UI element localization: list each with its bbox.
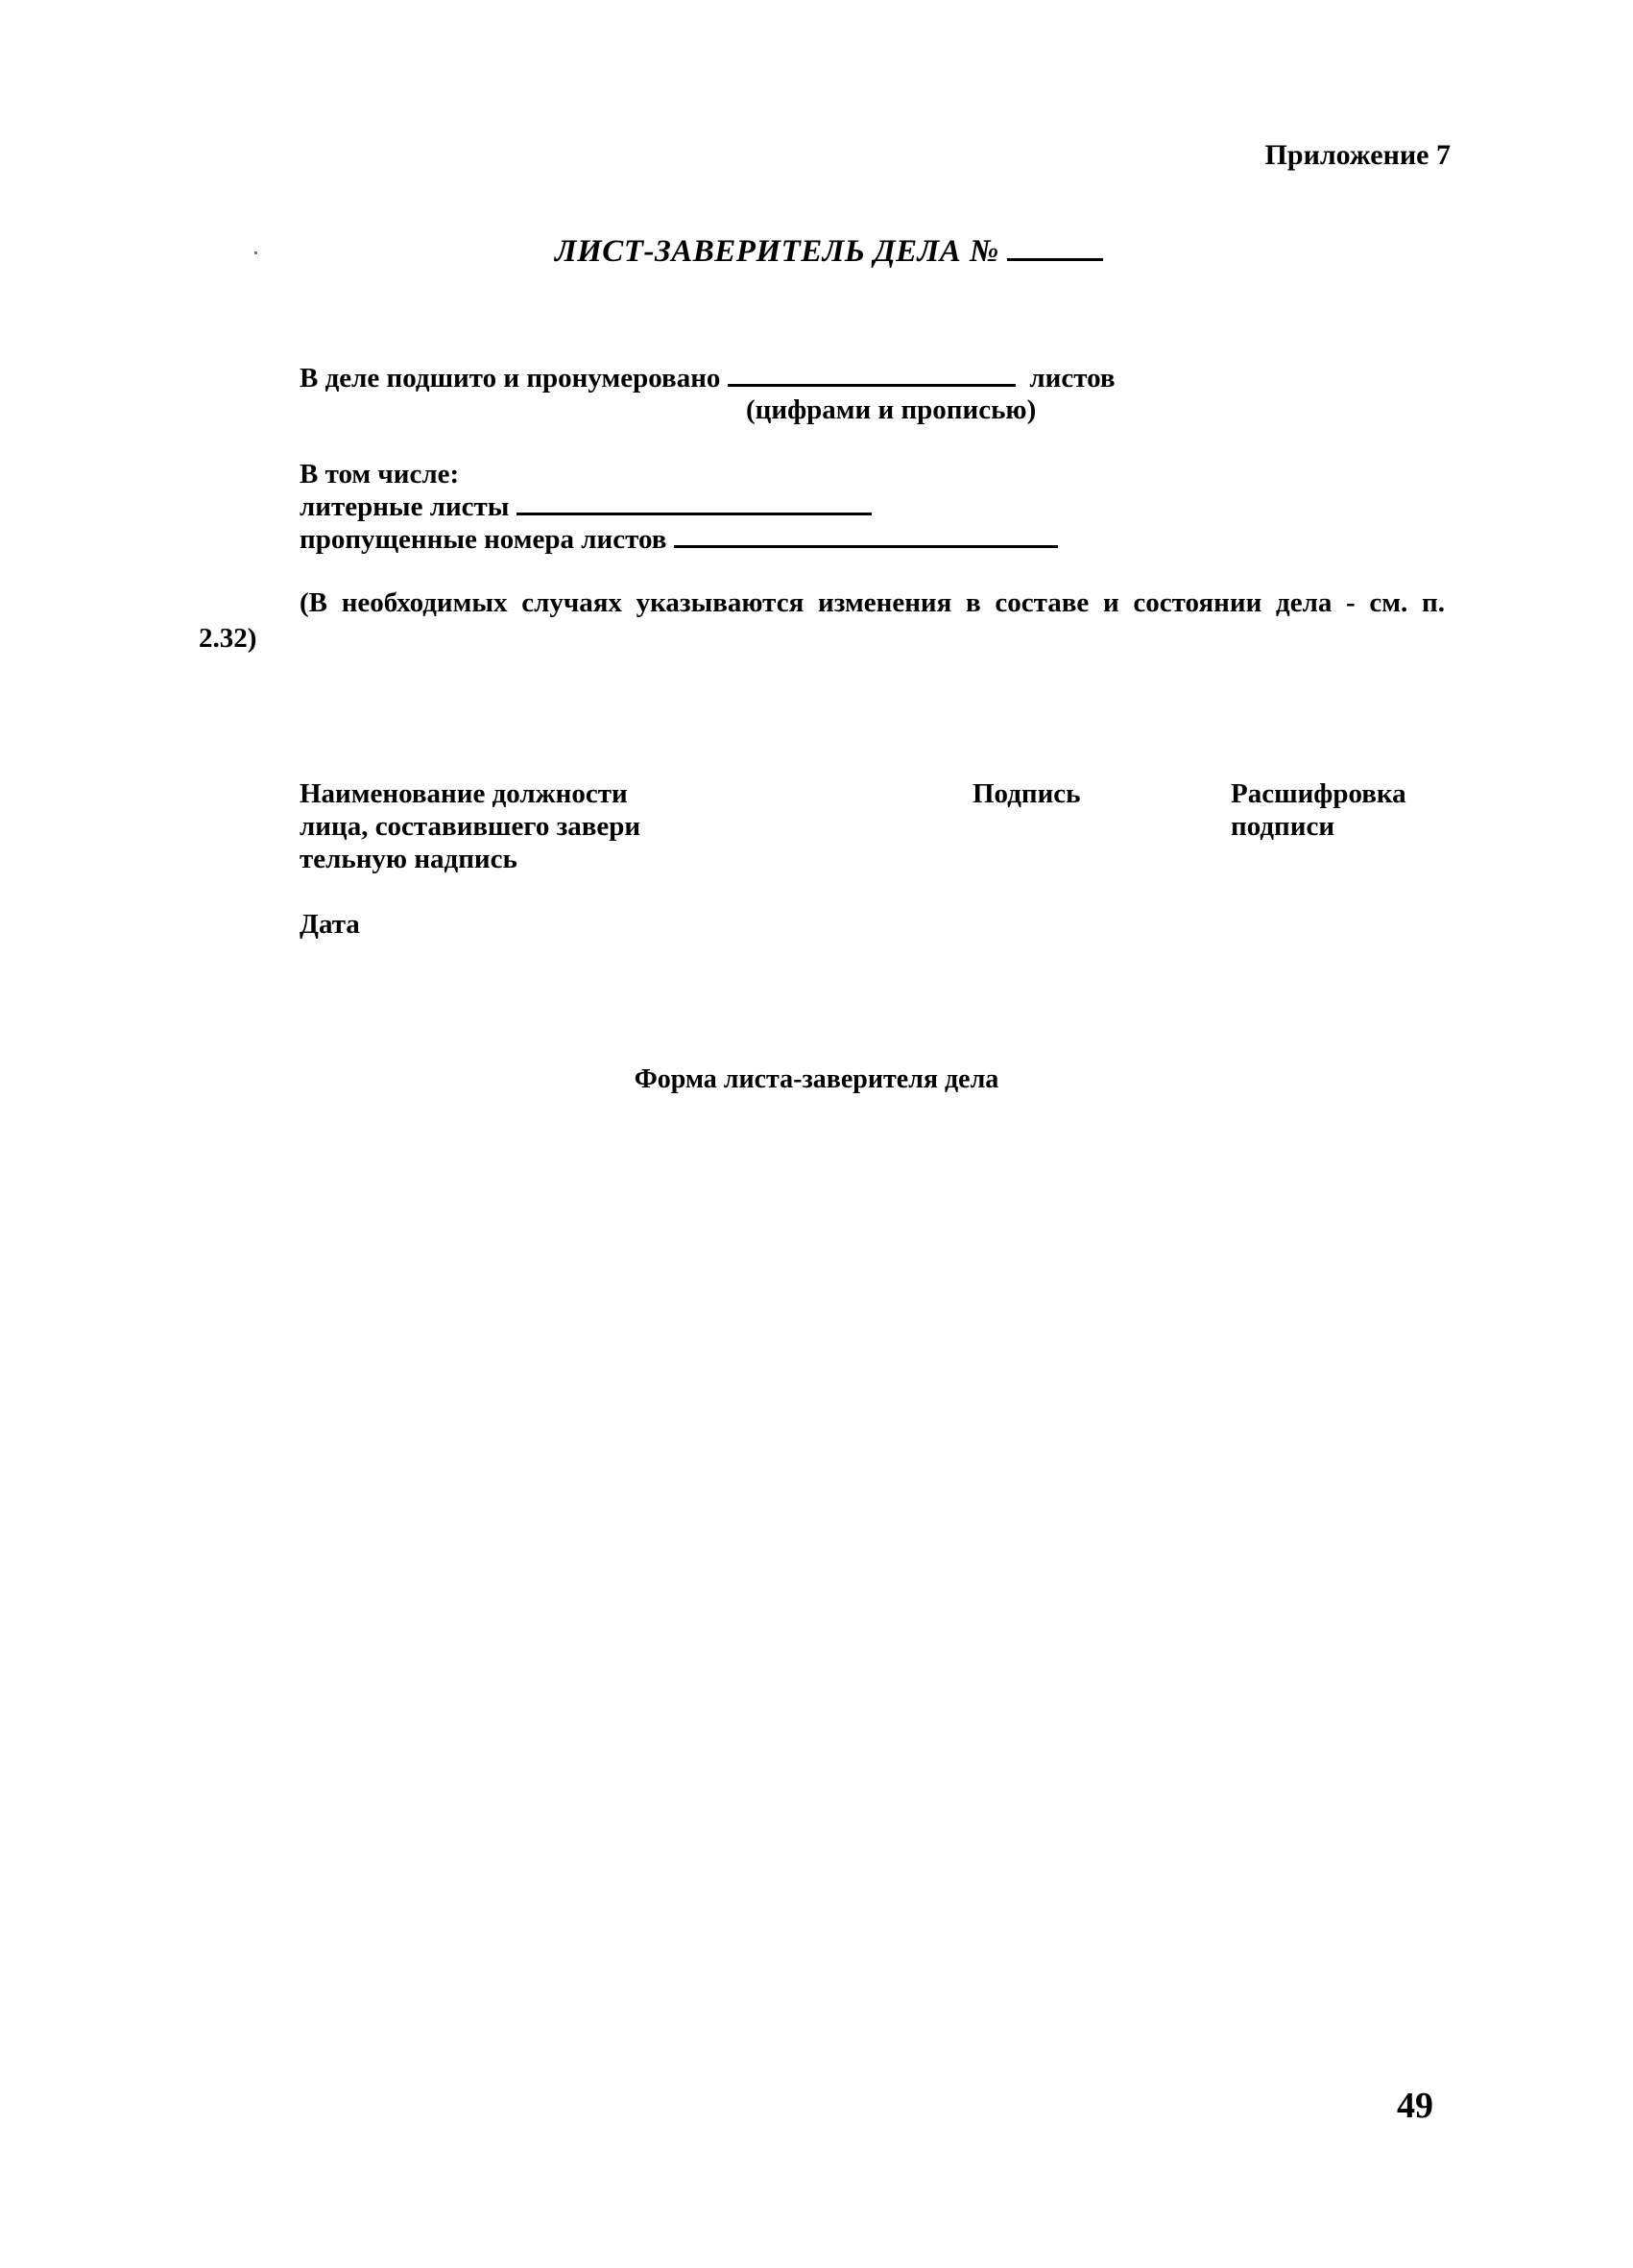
position-line-1: Наименование должности	[300, 778, 628, 809]
position-line-3: тельную надпись	[300, 844, 517, 874]
sewn-hint: (цифрами и прописью)	[746, 394, 1037, 425]
form-caption: Форма листа-заверителя дела	[634, 1064, 999, 1094]
scan-artifact-dot	[254, 251, 257, 254]
decode-line-1: Расшифровка	[1231, 778, 1406, 809]
signature-decode-label	[1231, 777, 1442, 843]
case-number-blank[interactable]	[1007, 241, 1103, 261]
decode-line-2: подписи	[1231, 811, 1335, 842]
document-title	[555, 235, 1103, 268]
signature-position-label	[300, 777, 703, 875]
date-label: Дата	[300, 909, 360, 940]
sewn-sheets-line	[300, 362, 1116, 394]
missing-numbers-blank[interactable]	[674, 528, 1058, 548]
signature-label: Подпись	[973, 778, 1081, 809]
missing-numbers-label: пропущенные номера листов	[300, 524, 667, 555]
position-line-2: лица, составившего завери	[300, 811, 641, 842]
appendix-label: Приложение 7	[1264, 139, 1451, 171]
note-line-2: 2.32)	[199, 623, 257, 654]
note-line-1: (В необходимых случаях указываются изменения в составе и состоянии дела - см. п.	[300, 587, 1445, 618]
missing-numbers-line	[300, 523, 1058, 556]
liter-sheets-line	[300, 490, 872, 523]
liter-sheets-blank[interactable]	[516, 495, 872, 515]
page-number: 49	[1397, 2086, 1433, 2126]
sheet-count-blank[interactable]	[728, 367, 1016, 387]
liter-sheets-label: литерные листы	[300, 491, 510, 522]
sewn-suffix: листов	[1029, 363, 1116, 394]
title-text: ЛИСТ-ЗАВЕРИТЕЛЬ ДЕЛА №	[555, 234, 999, 269]
sewn-prefix: В деле подшито и пронумеровано	[300, 363, 721, 394]
including-heading: В том числе:	[300, 459, 460, 489]
